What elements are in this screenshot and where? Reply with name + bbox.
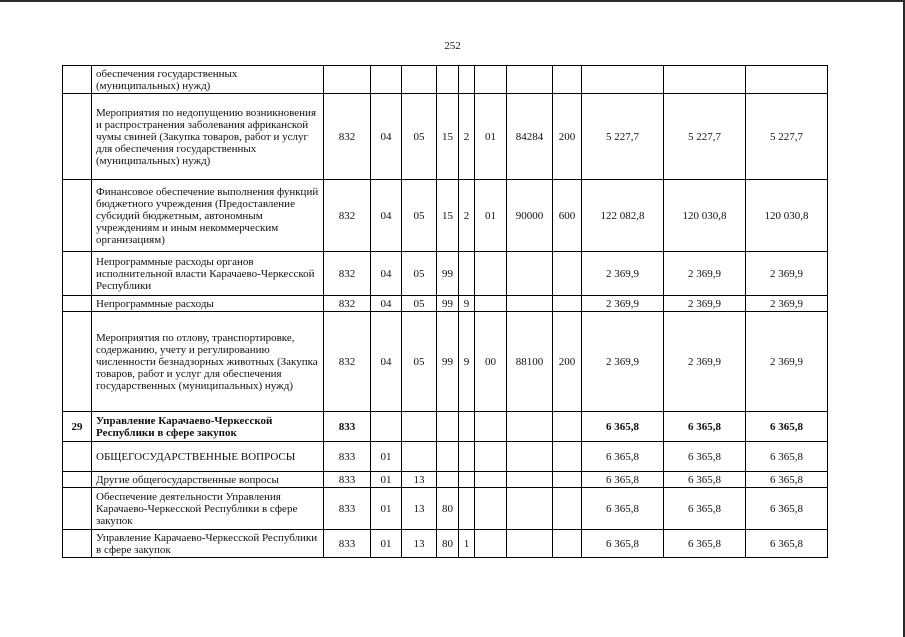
direction-code-cell	[507, 412, 553, 442]
amount-year2-cell: 6 365,8	[664, 472, 746, 488]
subsection-code-cell	[402, 412, 437, 442]
table-row	[63, 66, 828, 94]
row-name-cell: обеспечения государственных (муниципальных) нужд)	[92, 66, 324, 94]
subsection-code-cell: 13	[402, 472, 437, 488]
subsection-code-cell: 13	[402, 530, 437, 558]
scan-top-edge	[0, 0, 905, 2]
amount-year1-cell: 6 365,8	[582, 530, 664, 558]
row-name-cell: Мероприятия по отлову, транспортировке, содержанию, учету и регулированию численности безнадзорных животных (Закупка товаров, работ и услуг для обеспечения государственных (муниципальных) нужд)	[92, 312, 324, 412]
direction-code-cell	[507, 66, 553, 94]
amount-year3-cell: 6 365,8	[746, 488, 828, 530]
row-name-cell: Финансовое обеспечение выполнения функций бюджетного учреждения (Предоставление субсидий бюджетным, автономным учреждениям и иным некоммерческим организациям)	[92, 180, 324, 252]
grbs-code-cell: 833	[324, 472, 371, 488]
activity-code-cell: 01	[475, 94, 507, 180]
section-code-cell	[371, 66, 402, 94]
row-number-cell	[63, 472, 92, 488]
expense-type-cell	[553, 488, 582, 530]
subsection-code-cell	[402, 442, 437, 472]
table-row	[63, 412, 828, 442]
amount-year1-cell: 6 365,8	[582, 442, 664, 472]
direction-code-cell: 88100	[507, 312, 553, 412]
amount-year1-cell: 5 227,7	[582, 94, 664, 180]
expense-type-cell	[553, 530, 582, 558]
amount-year3-cell: 5 227,7	[746, 94, 828, 180]
row-number-cell	[63, 66, 92, 94]
expense-type-cell	[553, 412, 582, 442]
row-number-cell	[63, 312, 92, 412]
subprogram-code-cell: 9	[459, 296, 475, 312]
subprogram-code-cell: 9	[459, 312, 475, 412]
activity-code-cell	[475, 296, 507, 312]
row-name-cell: Другие общегосударственные вопросы	[92, 472, 324, 488]
expense-type-cell	[553, 66, 582, 94]
grbs-code-cell: 833	[324, 412, 371, 442]
row-name-cell: ОБЩЕГОСУДАРСТВЕННЫЕ ВОПРОСЫ	[92, 442, 324, 472]
section-code-cell: 04	[371, 312, 402, 412]
row-number-cell	[63, 488, 92, 530]
section-code-cell: 01	[371, 488, 402, 530]
subprogram-code-cell: 1	[459, 530, 475, 558]
program-code-cell: 80	[437, 488, 459, 530]
subprogram-code-cell	[459, 412, 475, 442]
table-row	[63, 488, 828, 530]
row-name-cell: Мероприятия по недопущению возникновения и распространения заболевания африканской чумы свиней (Закупка товаров, работ и услуг для обеспечения государственных (муниципальных) нужд)	[92, 94, 324, 180]
amount-year2-cell: 6 365,8	[664, 442, 746, 472]
subprogram-code-cell	[459, 252, 475, 296]
subsection-code-cell: 05	[402, 180, 437, 252]
subsection-code-cell	[402, 66, 437, 94]
table-row	[63, 530, 828, 558]
amount-year1-cell: 6 365,8	[582, 488, 664, 530]
amount-year3-cell: 6 365,8	[746, 442, 828, 472]
amount-year1-cell: 6 365,8	[582, 472, 664, 488]
row-number-cell	[63, 296, 92, 312]
subprogram-code-cell: 2	[459, 180, 475, 252]
amount-year1-cell: 6 365,8	[582, 412, 664, 442]
expense-type-cell: 600	[553, 180, 582, 252]
section-code-cell: 01	[371, 472, 402, 488]
table-row	[63, 94, 828, 180]
amount-year1-cell: 2 369,9	[582, 252, 664, 296]
amount-year1-cell: 2 369,9	[582, 312, 664, 412]
row-name-cell: Обеспечение деятельности Управления Карачаево-Черкесской Республики в сфере закупок	[92, 488, 324, 530]
section-code-cell	[371, 412, 402, 442]
amount-year2-cell: 2 369,9	[664, 312, 746, 412]
direction-code-cell	[507, 488, 553, 530]
program-code-cell: 99	[437, 296, 459, 312]
expense-type-cell	[553, 252, 582, 296]
activity-code-cell: 00	[475, 312, 507, 412]
subsection-code-cell: 05	[402, 296, 437, 312]
grbs-code-cell	[324, 66, 371, 94]
table-body	[63, 66, 828, 558]
row-name-cell: Управление Карачаево-Черкесской Республики в сфере закупок	[92, 412, 324, 442]
direction-code-cell	[507, 252, 553, 296]
grbs-code-cell: 832	[324, 312, 371, 412]
activity-code-cell: 01	[475, 180, 507, 252]
amount-year2-cell: 6 365,8	[664, 530, 746, 558]
table-row	[63, 442, 828, 472]
row-name-cell: Управление Карачаево-Черкесской Республики в сфере закупок	[92, 530, 324, 558]
activity-code-cell	[475, 252, 507, 296]
amount-year3-cell: 6 365,8	[746, 472, 828, 488]
activity-code-cell	[475, 412, 507, 442]
expense-type-cell	[553, 442, 582, 472]
direction-code-cell: 90000	[507, 180, 553, 252]
program-code-cell: 99	[437, 312, 459, 412]
amount-year1-cell	[582, 66, 664, 94]
activity-code-cell	[475, 530, 507, 558]
grbs-code-cell: 833	[324, 488, 371, 530]
direction-code-cell	[507, 472, 553, 488]
program-code-cell: 15	[437, 94, 459, 180]
table-row	[63, 296, 828, 312]
subsection-code-cell: 05	[402, 252, 437, 296]
activity-code-cell	[475, 472, 507, 488]
subprogram-code-cell	[459, 488, 475, 530]
direction-code-cell: 84284	[507, 94, 553, 180]
grbs-code-cell: 832	[324, 180, 371, 252]
activity-code-cell	[475, 488, 507, 530]
amount-year2-cell: 6 365,8	[664, 488, 746, 530]
program-code-cell: 80	[437, 530, 459, 558]
activity-code-cell	[475, 66, 507, 94]
program-code-cell: 99	[437, 252, 459, 296]
expense-type-cell	[553, 296, 582, 312]
amount-year3-cell: 6 365,8	[746, 530, 828, 558]
row-name-cell: Непрограммные расходы органов исполнительной власти Карачаево-Черкесской Республики	[92, 252, 324, 296]
grbs-code-cell: 832	[324, 296, 371, 312]
direction-code-cell	[507, 530, 553, 558]
table-row	[63, 312, 828, 412]
section-code-cell: 04	[371, 252, 402, 296]
section-code-cell: 04	[371, 180, 402, 252]
expense-type-cell	[553, 472, 582, 488]
direction-code-cell	[507, 296, 553, 312]
amount-year3-cell: 6 365,8	[746, 412, 828, 442]
amount-year3-cell: 2 369,9	[746, 312, 828, 412]
row-number-cell	[63, 442, 92, 472]
table-row	[63, 180, 828, 252]
activity-code-cell	[475, 442, 507, 472]
amount-year2-cell	[664, 66, 746, 94]
amount-year3-cell: 2 369,9	[746, 252, 828, 296]
grbs-code-cell: 832	[324, 252, 371, 296]
amount-year3-cell	[746, 66, 828, 94]
subprogram-code-cell	[459, 472, 475, 488]
section-code-cell: 01	[371, 442, 402, 472]
row-number-cell	[63, 252, 92, 296]
budget-table	[62, 65, 828, 558]
row-number-cell: 29	[63, 412, 92, 442]
page-number: 252	[444, 40, 461, 52]
row-number-cell	[63, 180, 92, 252]
row-number-cell	[63, 94, 92, 180]
amount-year1-cell: 122 082,8	[582, 180, 664, 252]
program-code-cell	[437, 442, 459, 472]
subsection-code-cell: 05	[402, 94, 437, 180]
subprogram-code-cell: 2	[459, 94, 475, 180]
subprogram-code-cell	[459, 66, 475, 94]
row-number-cell	[63, 530, 92, 558]
direction-code-cell	[507, 442, 553, 472]
subsection-code-cell: 13	[402, 488, 437, 530]
amount-year3-cell: 2 369,9	[746, 296, 828, 312]
amount-year2-cell: 2 369,9	[664, 252, 746, 296]
row-name-cell: Непрограммные расходы	[92, 296, 324, 312]
table-row	[63, 252, 828, 296]
amount-year2-cell: 5 227,7	[664, 94, 746, 180]
amount-year2-cell: 2 369,9	[664, 296, 746, 312]
amount-year2-cell: 120 030,8	[664, 180, 746, 252]
expense-type-cell: 200	[553, 312, 582, 412]
expense-type-cell: 200	[553, 94, 582, 180]
subprogram-code-cell	[459, 442, 475, 472]
amount-year2-cell: 6 365,8	[664, 412, 746, 442]
table-row	[63, 472, 828, 488]
grbs-code-cell: 833	[324, 530, 371, 558]
program-code-cell: 15	[437, 180, 459, 252]
section-code-cell: 04	[371, 296, 402, 312]
program-code-cell	[437, 66, 459, 94]
amount-year1-cell: 2 369,9	[582, 296, 664, 312]
grbs-code-cell: 832	[324, 94, 371, 180]
section-code-cell: 04	[371, 94, 402, 180]
subsection-code-cell: 05	[402, 312, 437, 412]
program-code-cell	[437, 412, 459, 442]
program-code-cell	[437, 472, 459, 488]
amount-year3-cell: 120 030,8	[746, 180, 828, 252]
grbs-code-cell: 833	[324, 442, 371, 472]
section-code-cell: 01	[371, 530, 402, 558]
